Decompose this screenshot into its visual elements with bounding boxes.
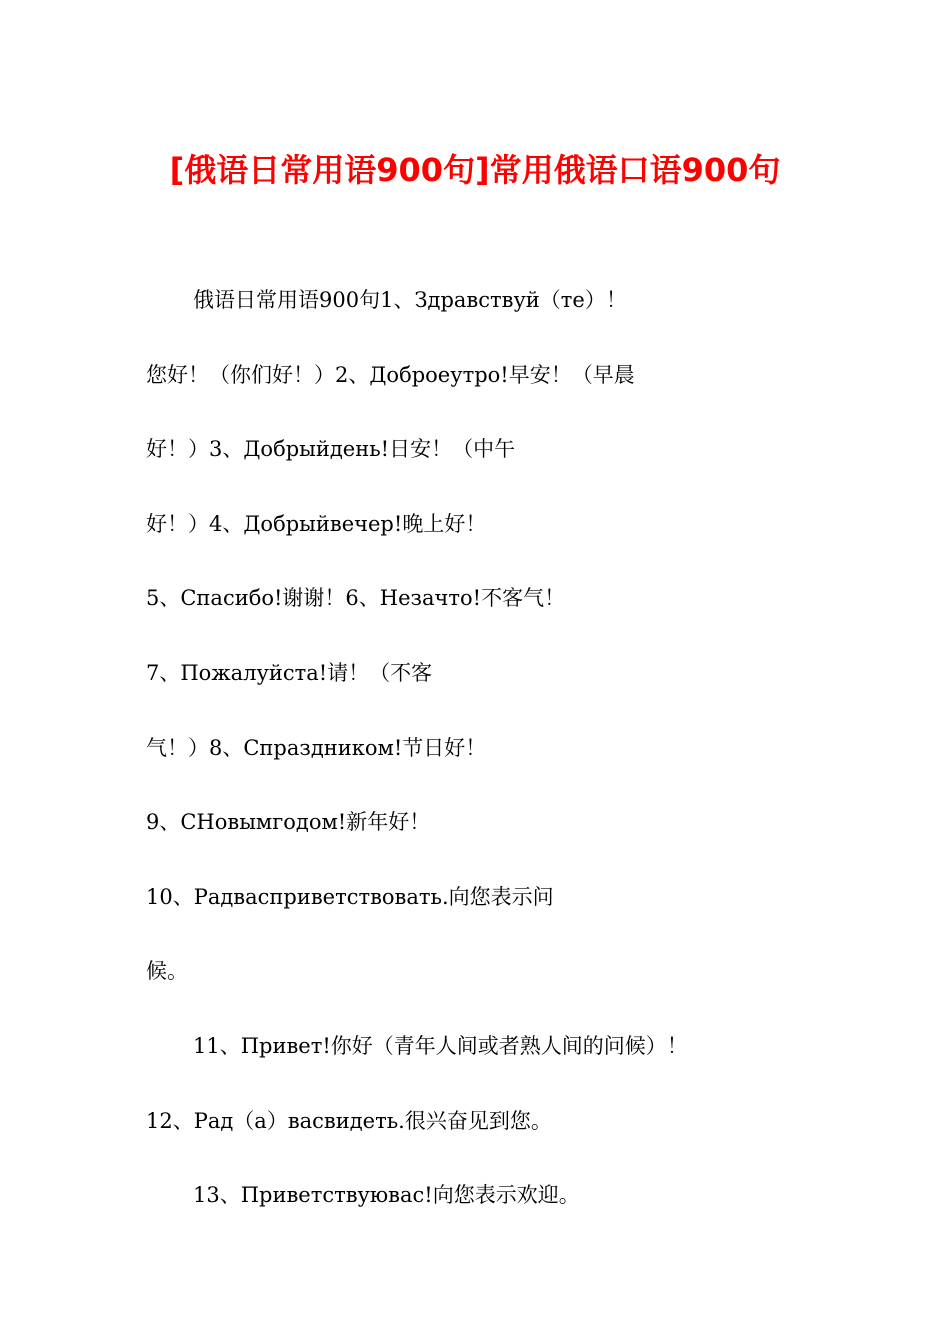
text-line: 气！）8、Спраздником!节日好！ (146, 735, 487, 760)
document-body (146, 280, 816, 1250)
text-line: 7、Пожалуйста!请！（不客 (146, 660, 433, 685)
text-line: 俄语日常用语900句1、Здравствуй（те）！ (193, 288, 627, 312)
text-line: 您好！（你们好！）2、Доброеутро!早安！（早晨 (146, 362, 635, 387)
text-line: 12、Рад（а）васвидеть.很兴奋见到您。 (146, 1108, 552, 1133)
text-line: 5、Спасибо!谢谢！6、Незачто!不客气！ (146, 586, 566, 611)
text-line: 10、Радвасприветствовать.向您表示问 (146, 884, 554, 909)
text-line: 候。 (146, 959, 188, 984)
text-line: 13、Приветствуювас!向您表示欢迎。 (193, 1183, 580, 1208)
text-line: 9、СНовымгодом!新年好！ (146, 810, 431, 835)
document-title: [俄语日常用语900句]常用俄语口语900句 (169, 151, 781, 189)
text-line: 好！）3、Добрыйдень!日安！（中午 (146, 437, 516, 462)
text-line: 好！）4、Добрыйвечер!晚上好！ (146, 511, 487, 536)
text-line: 11、Привет!你好（青年人间或者熟人间的问候）！ (193, 1033, 688, 1058)
